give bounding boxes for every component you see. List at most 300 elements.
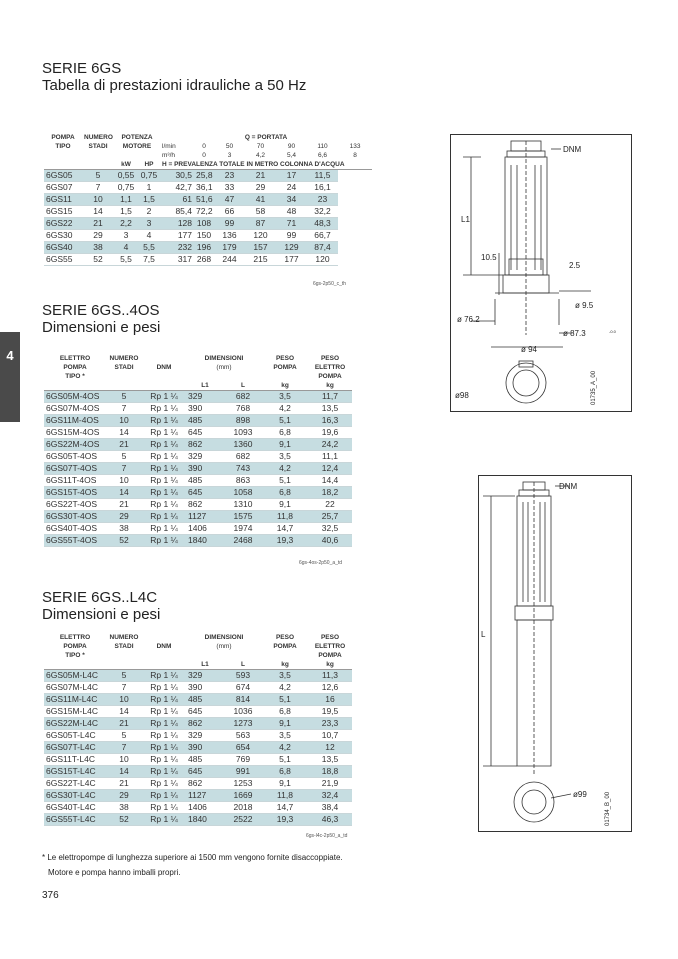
table-cell: 5 [106, 451, 142, 463]
table-cell: Rp 1 ¼ [142, 754, 186, 766]
table-cell: 485 [186, 694, 224, 706]
table-row [44, 415, 352, 427]
table-row [44, 694, 352, 706]
table-row [44, 670, 352, 682]
table-cell: 5 [106, 391, 142, 403]
table-cell: 14 [106, 706, 142, 718]
table-cell: 52 [106, 814, 142, 826]
table-cell: Rp 1 ¼ [142, 439, 186, 451]
table-cell: 136 [214, 230, 245, 242]
table-row [44, 790, 352, 802]
table-cell: 6GS05T-L4C [44, 730, 106, 742]
table-cell: 21 [82, 218, 114, 230]
h-numero: NUMERO [109, 355, 139, 362]
table-cell: 6GS55T-4OS [44, 535, 106, 547]
table-cell: 18,8 [308, 766, 352, 778]
table-cell: 29 [106, 790, 142, 802]
table-cell: 329 [186, 670, 224, 682]
table-cell: 645 [186, 427, 224, 439]
s2-subtitle: Dimensioni e pesi [42, 319, 161, 336]
table-cell: 862 [186, 718, 224, 730]
table-cell: Rp 1 ¼ [142, 742, 186, 754]
table-cell: 4,2 [262, 463, 308, 475]
table-cell: 9,1 [262, 778, 308, 790]
table-cell: 862 [186, 439, 224, 451]
table-cell: 11,8 [262, 511, 308, 523]
table-row [44, 766, 352, 778]
h-pompa: POMPA [63, 364, 87, 371]
table-row [44, 427, 352, 439]
table-cell: 5 [106, 670, 142, 682]
q-m3h-1: 3 [227, 152, 232, 159]
table-row [44, 170, 372, 182]
table-cell: 6GS55T-L4C [44, 814, 106, 826]
table-cell: Rp 1 ¼ [142, 463, 186, 475]
h-elettro2: ELETTRO [314, 364, 346, 371]
table-cell: 268 [194, 254, 214, 266]
table-cell: 19,6 [308, 427, 352, 439]
table-cell: 179 [214, 242, 245, 254]
table-cell: 6GS15 [44, 206, 82, 218]
table-cell: 29 [245, 182, 276, 194]
table-cell: Rp 1 ¼ [142, 766, 186, 778]
table-cell: 9,1 [262, 718, 308, 730]
table-cell: 3,5 [262, 670, 308, 682]
dim-99: ø99 [573, 790, 587, 799]
dim-87-3: ø 87.3 [563, 329, 586, 338]
dim-10-5: 10.5 [481, 253, 497, 262]
table-cell: 1 [138, 182, 160, 194]
u-kw: kW [114, 160, 138, 170]
table-cell: 16,1 [307, 182, 338, 194]
table-cell: 24,2 [308, 439, 352, 451]
table-cell: 13,5 [308, 754, 352, 766]
table-cell: 862 [186, 499, 224, 511]
table-cell: 23 [307, 194, 338, 206]
page-number: 376 [42, 890, 59, 901]
table-cell: 23,3 [308, 718, 352, 730]
table-cell: 645 [186, 487, 224, 499]
table-cell: 7 [106, 682, 142, 694]
table-cell: 2468 [224, 535, 262, 547]
table-cell: 654 [224, 742, 262, 754]
table-cell: Rp 1 ¼ [142, 814, 186, 826]
table-cell: 6GS07T-4OS [44, 463, 106, 475]
h-elettro: ELETTRO [59, 634, 91, 641]
table-cell: 12 [308, 742, 352, 754]
table-cell: 674 [224, 682, 262, 694]
table-row [44, 391, 352, 403]
table-cell: Rp 1 ¼ [142, 523, 186, 535]
table-cell: 52 [106, 535, 142, 547]
q-lmin-3: 90 [287, 143, 296, 150]
s3-code: 6gs-l4c-2p50_a_td [306, 833, 348, 839]
dimensions-table-l4c [44, 633, 352, 826]
h-peso2: PESO [320, 355, 340, 362]
table-cell: 6,8 [262, 706, 308, 718]
table-row [44, 230, 372, 242]
u-kg2: kg [308, 660, 352, 670]
h-pompa3: POMPA [318, 373, 342, 380]
q-m3h-4: 6,6 [317, 152, 328, 159]
table-cell: 6,8 [262, 766, 308, 778]
table-cell: 17 [276, 170, 307, 182]
table-cell: 14,7 [262, 523, 308, 535]
table-cell: 1273 [224, 718, 262, 730]
table-cell: 128 [160, 218, 194, 230]
table-cell: 329 [186, 451, 224, 463]
table-cell: 5,1 [262, 754, 308, 766]
drawing1-code: 01735_A_00 [591, 370, 597, 405]
table-cell: 6GS15T-L4C [44, 766, 106, 778]
table-row [44, 535, 352, 547]
table-cell: 36,1 [196, 182, 213, 192]
u-l1: L1 [186, 381, 224, 391]
table-cell: 645 [186, 766, 224, 778]
table-cell: 6GS30T-L4C [44, 790, 106, 802]
table-cell: 11,3 [308, 670, 352, 682]
table-cell: 485 [186, 475, 224, 487]
table-cell: 16,3 [308, 415, 352, 427]
table-cell: 25,7 [308, 511, 352, 523]
h-pompa2: POMPA [273, 643, 297, 650]
table-cell: 12,6 [308, 682, 352, 694]
table-cell: 10 [106, 415, 142, 427]
table-cell: 6GS55 [44, 254, 82, 266]
h-peso: PESO [275, 355, 295, 362]
table-row [44, 206, 372, 218]
section-tab-number: 4 [6, 348, 14, 363]
table-cell: Rp 1 ¼ [142, 682, 186, 694]
table-cell: 7 [106, 742, 142, 754]
table-cell: 18,2 [308, 487, 352, 499]
table-cell: 11,8 [262, 790, 308, 802]
table-cell: 317 [160, 254, 194, 266]
table-cell: 1575 [224, 511, 262, 523]
table-cell: 1093 [224, 427, 262, 439]
table-cell: 12,4 [308, 463, 352, 475]
table-cell: Rp 1 ¼ [142, 670, 186, 682]
table-cell: 5 [106, 730, 142, 742]
table-cell: 5,1 [262, 694, 308, 706]
table-cell: 32,5 [308, 523, 352, 535]
u-kg: kg [262, 381, 308, 391]
h-mm: (mm) [216, 643, 232, 650]
table-cell: 19,3 [262, 814, 308, 826]
table-cell: 52 [82, 254, 114, 266]
dim-98: ø98 [455, 391, 469, 400]
table-cell: 24 [276, 182, 307, 194]
table-cell: 743 [224, 463, 262, 475]
table-cell: 99 [214, 218, 245, 230]
table-cell: 6GS15M-L4C [44, 706, 106, 718]
table-cell: 66 [214, 206, 245, 218]
table-cell: 5,5 [114, 254, 138, 266]
table-cell: 682 [224, 451, 262, 463]
table-cell: 48,3 [307, 218, 338, 230]
q-m3h-0: 0 [202, 152, 206, 159]
table-cell: 6GS30T-4OS [44, 511, 106, 523]
table-row [44, 814, 352, 826]
section-tab [0, 332, 20, 422]
table-cell: 4 [138, 230, 160, 242]
table-cell: 47 [214, 194, 245, 206]
table-row [44, 254, 372, 266]
table-cell: 6GS05 [44, 170, 82, 182]
l1-label: L1 [461, 215, 470, 224]
table-cell: 6GS22T-4OS [44, 499, 106, 511]
table-cell: 34 [276, 194, 307, 206]
table-cell: 14 [82, 206, 114, 218]
q-m3h-2: 4,2 [255, 152, 266, 159]
dim-2-5: 2.5 [569, 261, 581, 270]
table-row [44, 706, 352, 718]
table-cell: 72,2 [196, 206, 213, 216]
table-cell: 1360 [224, 439, 262, 451]
table-cell: 1,1 [114, 194, 138, 206]
table-cell: Rp 1 ¼ [142, 475, 186, 487]
table-cell: 25,8 [196, 170, 213, 180]
table-cell: 177 [276, 254, 307, 266]
table-row [44, 182, 372, 194]
table-row [44, 487, 352, 499]
u-l: L [224, 381, 262, 391]
h-mm: (mm) [216, 364, 232, 371]
table-cell: 120 [307, 254, 338, 266]
table-row [44, 742, 352, 754]
s3-title: SERIE 6GS..L4C [42, 589, 158, 606]
table-cell: 6,8 [262, 487, 308, 499]
table-cell: 6GS05M-L4C [44, 670, 106, 682]
table-cell: Rp 1 ¼ [142, 451, 186, 463]
table-cell: 157 [245, 242, 276, 254]
table-row [44, 451, 352, 463]
table-cell: Rp 1 ¼ [142, 706, 186, 718]
table-row [44, 682, 352, 694]
table-row [44, 463, 352, 475]
table-cell: 48 [276, 206, 307, 218]
table-cell: 6GS11T-L4C [44, 754, 106, 766]
footnote-2: Motore e pompa hanno imballi propri. [48, 868, 181, 877]
table-cell: 0,75 [114, 182, 138, 194]
table-cell: 3,5 [262, 391, 308, 403]
table-cell: Rp 1 ¼ [142, 718, 186, 730]
table-cell: 19,5 [308, 706, 352, 718]
table-cell: 390 [186, 742, 224, 754]
table-cell: 2,2 [114, 218, 138, 230]
table-cell: 4,2 [262, 682, 308, 694]
table-row [44, 523, 352, 535]
h-potenza: POTENZA [121, 134, 153, 141]
table-cell: 1669 [224, 790, 262, 802]
h-peso: PESO [275, 634, 295, 641]
table-cell: 1840 [186, 535, 224, 547]
pump-l4c-drawing [479, 476, 631, 831]
table-cell: 390 [186, 682, 224, 694]
table-cell: 5,1 [262, 415, 308, 427]
s1-title: SERIE 6GS [42, 60, 122, 77]
drawing-l4c-frame [478, 475, 632, 832]
table-cell: 5 [82, 170, 114, 182]
table-cell: 46,3 [308, 814, 352, 826]
table-cell: 769 [224, 754, 262, 766]
table-cell: 99 [276, 230, 307, 242]
dimensions-table-4os [44, 354, 352, 547]
table-cell: 10 [106, 694, 142, 706]
h-q: Q = PORTATA [244, 134, 288, 141]
table-cell: Rp 1 ¼ [142, 511, 186, 523]
table-cell: 14 [106, 766, 142, 778]
table-row [44, 194, 372, 206]
table-cell: 33 [214, 182, 245, 194]
table-cell: 6GS05M-4OS [44, 391, 106, 403]
table-cell: 9,1 [262, 439, 308, 451]
table-cell: 23 [214, 170, 245, 182]
table-cell: 41 [245, 194, 276, 206]
table-cell: 6GS15M-4OS [44, 427, 106, 439]
table-row [44, 730, 352, 742]
table-cell: Rp 1 ¼ [142, 427, 186, 439]
table-row [44, 778, 352, 790]
table-cell: 10,7 [308, 730, 352, 742]
table-cell: Rp 1 ¼ [142, 790, 186, 802]
table-cell: 485 [186, 754, 224, 766]
q-lmin-1: 50 [225, 143, 234, 150]
table-cell: 3 [114, 230, 138, 242]
drawing-4os-frame [450, 134, 632, 412]
table-cell: 329 [186, 730, 224, 742]
table-row [44, 511, 352, 523]
table-cell: 593 [224, 670, 262, 682]
table-cell: Rp 1 ¼ [142, 499, 186, 511]
table-cell: 14,4 [308, 475, 352, 487]
u-l1: L1 [186, 660, 224, 670]
table-cell: 6GS40 [44, 242, 82, 254]
q-lmin-2: 70 [256, 143, 265, 150]
table-cell: 32,4 [308, 790, 352, 802]
table-cell: 22 [308, 499, 352, 511]
table-cell: 814 [224, 694, 262, 706]
h-pompa2: POMPA [273, 364, 297, 371]
table-cell: Rp 1 ¼ [142, 415, 186, 427]
table-cell: 1127 [186, 790, 224, 802]
u-kg: kg [262, 660, 308, 670]
table-cell: 38 [82, 242, 114, 254]
table-cell: 863 [224, 475, 262, 487]
table-cell: 58 [245, 206, 276, 218]
dim-9-5: ø 9.5 [575, 301, 594, 310]
drawing2-code: 01734_B_00 [605, 791, 611, 826]
table-cell: 6GS22M-L4C [44, 718, 106, 730]
dnm-label: DNM [563, 145, 582, 154]
table-cell: 6GS11M-L4C [44, 694, 106, 706]
u-l: L [224, 660, 262, 670]
table-cell: 14 [106, 427, 142, 439]
dim-76-2: ø 76.2 [457, 315, 480, 324]
table-cell: 1840 [186, 814, 224, 826]
h-stadi: STADI [114, 364, 134, 371]
h-pompa: POMPA [51, 134, 75, 141]
table-cell: 66,7 [307, 230, 338, 242]
q-lmin-5: 133 [349, 143, 361, 150]
table-cell: 120 [245, 230, 276, 242]
l-label: L [481, 630, 486, 639]
table-cell: 0,75 [138, 170, 160, 182]
table-cell: 7 [106, 463, 142, 475]
table-cell: 7 [106, 403, 142, 415]
table-cell: 13,5 [308, 403, 352, 415]
q-lmin-4: 110 [317, 143, 328, 150]
table-cell: 51,6 [196, 194, 213, 204]
table-cell: 71 [276, 218, 307, 230]
table-cell: 7 [82, 182, 114, 194]
table-cell: 38,4 [308, 802, 352, 814]
table-cell: 21 [106, 499, 142, 511]
table-cell: 21,9 [308, 778, 352, 790]
table-cell: 19,3 [262, 535, 308, 547]
table-cell: 682 [224, 391, 262, 403]
table-cell: 4,2 [262, 403, 308, 415]
h-numero: NUMERO [109, 634, 139, 641]
s2-code: 6gs-4os-2p50_a_td [299, 560, 343, 566]
table-cell: 40,6 [308, 535, 352, 547]
table-cell: 4,2 [262, 742, 308, 754]
table-cell: 5,5 [138, 242, 160, 254]
h-tipo: TIPO * [65, 373, 85, 380]
h-motore: MOTORE [122, 143, 152, 150]
table-cell: 244 [214, 254, 245, 266]
table-cell: 1127 [186, 511, 224, 523]
table-cell: Rp 1 ¼ [142, 778, 186, 790]
table-cell: 6GS30 [44, 230, 82, 242]
table-cell: 87 [245, 218, 276, 230]
table-cell: 32,2 [307, 206, 338, 218]
table-cell: Rp 1 ¼ [142, 487, 186, 499]
table-cell: 150 [194, 230, 214, 242]
table-cell: 42,7 [160, 182, 194, 194]
table-cell: 29 [82, 230, 114, 242]
table-cell: 2018 [224, 802, 262, 814]
u-kg2: kg [308, 381, 352, 391]
table-cell: 177 [160, 230, 194, 242]
h-dnm: DNM [156, 364, 172, 371]
table-cell: 6GS11M-4OS [44, 415, 106, 427]
table-cell: Rp 1 ¼ [142, 730, 186, 742]
table-cell: 898 [224, 415, 262, 427]
table-cell: 1406 [186, 802, 224, 814]
table-cell: 6GS40T-L4C [44, 802, 106, 814]
q-m3h-5: 8 [353, 152, 357, 159]
table-cell: 85,4 [160, 206, 194, 218]
table-cell: 14,7 [262, 802, 308, 814]
table-cell: 390 [186, 463, 224, 475]
table-cell: 6GS11T-4OS [44, 475, 106, 487]
table-cell: 2522 [224, 814, 262, 826]
table-cell: 215 [245, 254, 276, 266]
h-numero: NUMERO [84, 134, 113, 141]
h-pompa3: POMPA [318, 652, 342, 659]
s1-subtitle: Tabella di prestazioni idrauliche a 50 Hz [42, 77, 307, 94]
table-cell: 87,4 [307, 242, 338, 254]
table-cell: 11,5 [307, 170, 338, 182]
table-cell: Rp 1 ¼ [142, 694, 186, 706]
table-cell: 2 [138, 206, 160, 218]
table-cell: 21 [106, 718, 142, 730]
table-row [44, 754, 352, 766]
table-cell: 11,1 [308, 451, 352, 463]
table-row [44, 439, 352, 451]
table-cell: 645 [186, 706, 224, 718]
